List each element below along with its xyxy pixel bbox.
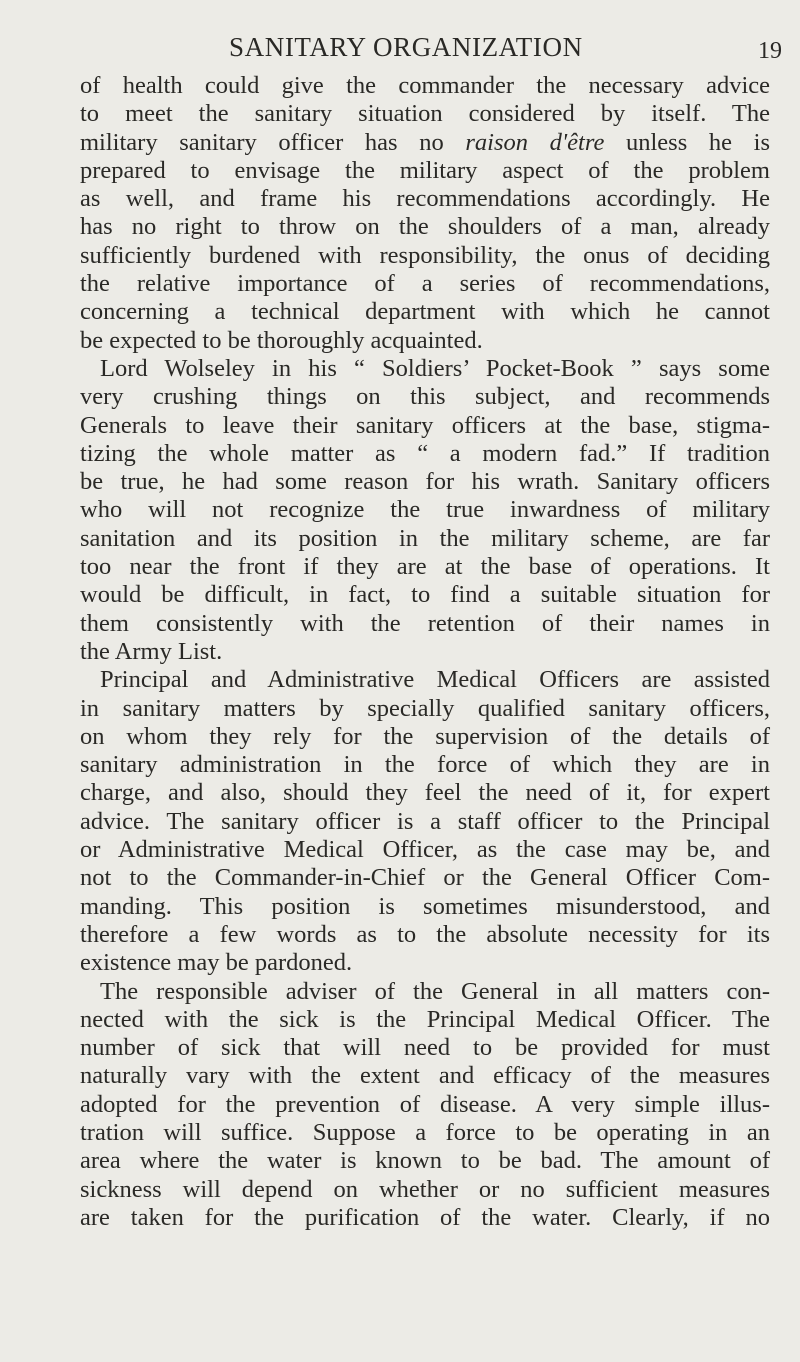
paragraph — [80, 355, 770, 666]
text-line: has no right to throw on the shoulders of a man, already — [80, 213, 770, 241]
text-line: advice. The sanitary officer is a staff officer to the Principal — [80, 807, 770, 835]
text-line: prepared to envisage the military aspect of the problem — [80, 156, 770, 184]
text-line: tration will suffice. Suppose a force to be operating in an — [80, 1118, 770, 1146]
text-line: nected with the sick is the Principal Medical Officer. The — [80, 1005, 770, 1033]
text-line: Principal and Administrative Medical Officers are assisted — [100, 666, 770, 694]
page-number: 19 — [758, 38, 782, 64]
text-line: therefore a few words as to the absolute necessity for its — [80, 920, 770, 948]
text-line: them consistently with the retention of their names in — [80, 609, 770, 637]
text-line: Generals to leave their sanitary officers at the base, stigma- — [80, 411, 770, 439]
text-line: Lord Wolseley in his “ Soldiers’ Pocket-Book ” says some — [100, 354, 770, 382]
page-header — [0, 30, 800, 70]
text-line: not to the Commander-in-Chief or the General Officer Com- — [80, 864, 770, 892]
text-line: be true, he had some reason for his wrath. Sanitary officers — [80, 468, 770, 496]
text-line: too near the front if they are at the base of operations. It — [80, 553, 770, 581]
text-line: sufficiently burdened with responsibility, the onus of deciding — [80, 241, 770, 269]
text-line: or Administrative Medical Officer, as the case may be, and — [80, 836, 770, 864]
paragraph — [80, 666, 770, 977]
text-line: be expected to be thoroughly acquainted. — [80, 326, 483, 354]
text-line: as well, and frame his recommendations accordingly. He — [80, 185, 770, 213]
text-line: to meet the sanitary situation considered by itself. The — [80, 100, 770, 128]
body-text — [80, 72, 770, 1232]
text-line: in sanitary matters by specially qualified sanitary officers, — [80, 694, 770, 722]
text-line: sanitation and its position in the military scheme, are far — [80, 524, 770, 552]
running-head: SANITARY ORGANIZATION — [229, 32, 583, 62]
text-line: are taken for the purification of the water. Clearly, if no — [80, 1203, 770, 1231]
text-line: sickness will depend on whether or no sufficient measures — [80, 1175, 770, 1203]
text-line: naturally vary with the extent and efficacy of the measures — [80, 1062, 770, 1090]
text-line: who will not recognize the true inwardness of military — [80, 496, 770, 524]
text-line: existence may be pardoned. — [80, 949, 353, 977]
paragraph — [80, 72, 770, 355]
text-line: would be difficult, in fact, to find a suitable situation for — [80, 581, 770, 609]
text-line: of health could give the commander the necessary advice — [80, 72, 770, 99]
text-line: on whom they rely for the supervision of the details of — [80, 722, 770, 750]
text-line: charge, and also, should they feel the need of it, for expert — [80, 779, 770, 807]
text-line: sanitary administration in the force of which they are in — [80, 751, 770, 779]
text-line: the relative importance of a series of recommendations, — [80, 270, 770, 298]
paragraph — [80, 978, 770, 1233]
text-line: adopted for the prevention of disease. A very simple illus- — [80, 1090, 770, 1118]
text-line: manding. This position is sometimes misunderstood, and — [80, 892, 770, 920]
text-line: very crushing things on this subject, and recommends — [80, 383, 770, 411]
text-line: military sanitary officer has no raison d'être unless he is — [80, 128, 771, 156]
text-line: area where the water is known to be bad. The amount of — [80, 1147, 770, 1175]
text-line: tizing the whole matter as “ a modern fad.” If tradition — [80, 439, 770, 467]
text-line: The responsible adviser of the General in all matters con- — [100, 977, 770, 1005]
text-line: concerning a technical department with which he cannot — [80, 298, 770, 326]
text-line: number of sick that will need to be provided for must — [80, 1034, 770, 1062]
text-line: the Army List. — [80, 637, 223, 665]
